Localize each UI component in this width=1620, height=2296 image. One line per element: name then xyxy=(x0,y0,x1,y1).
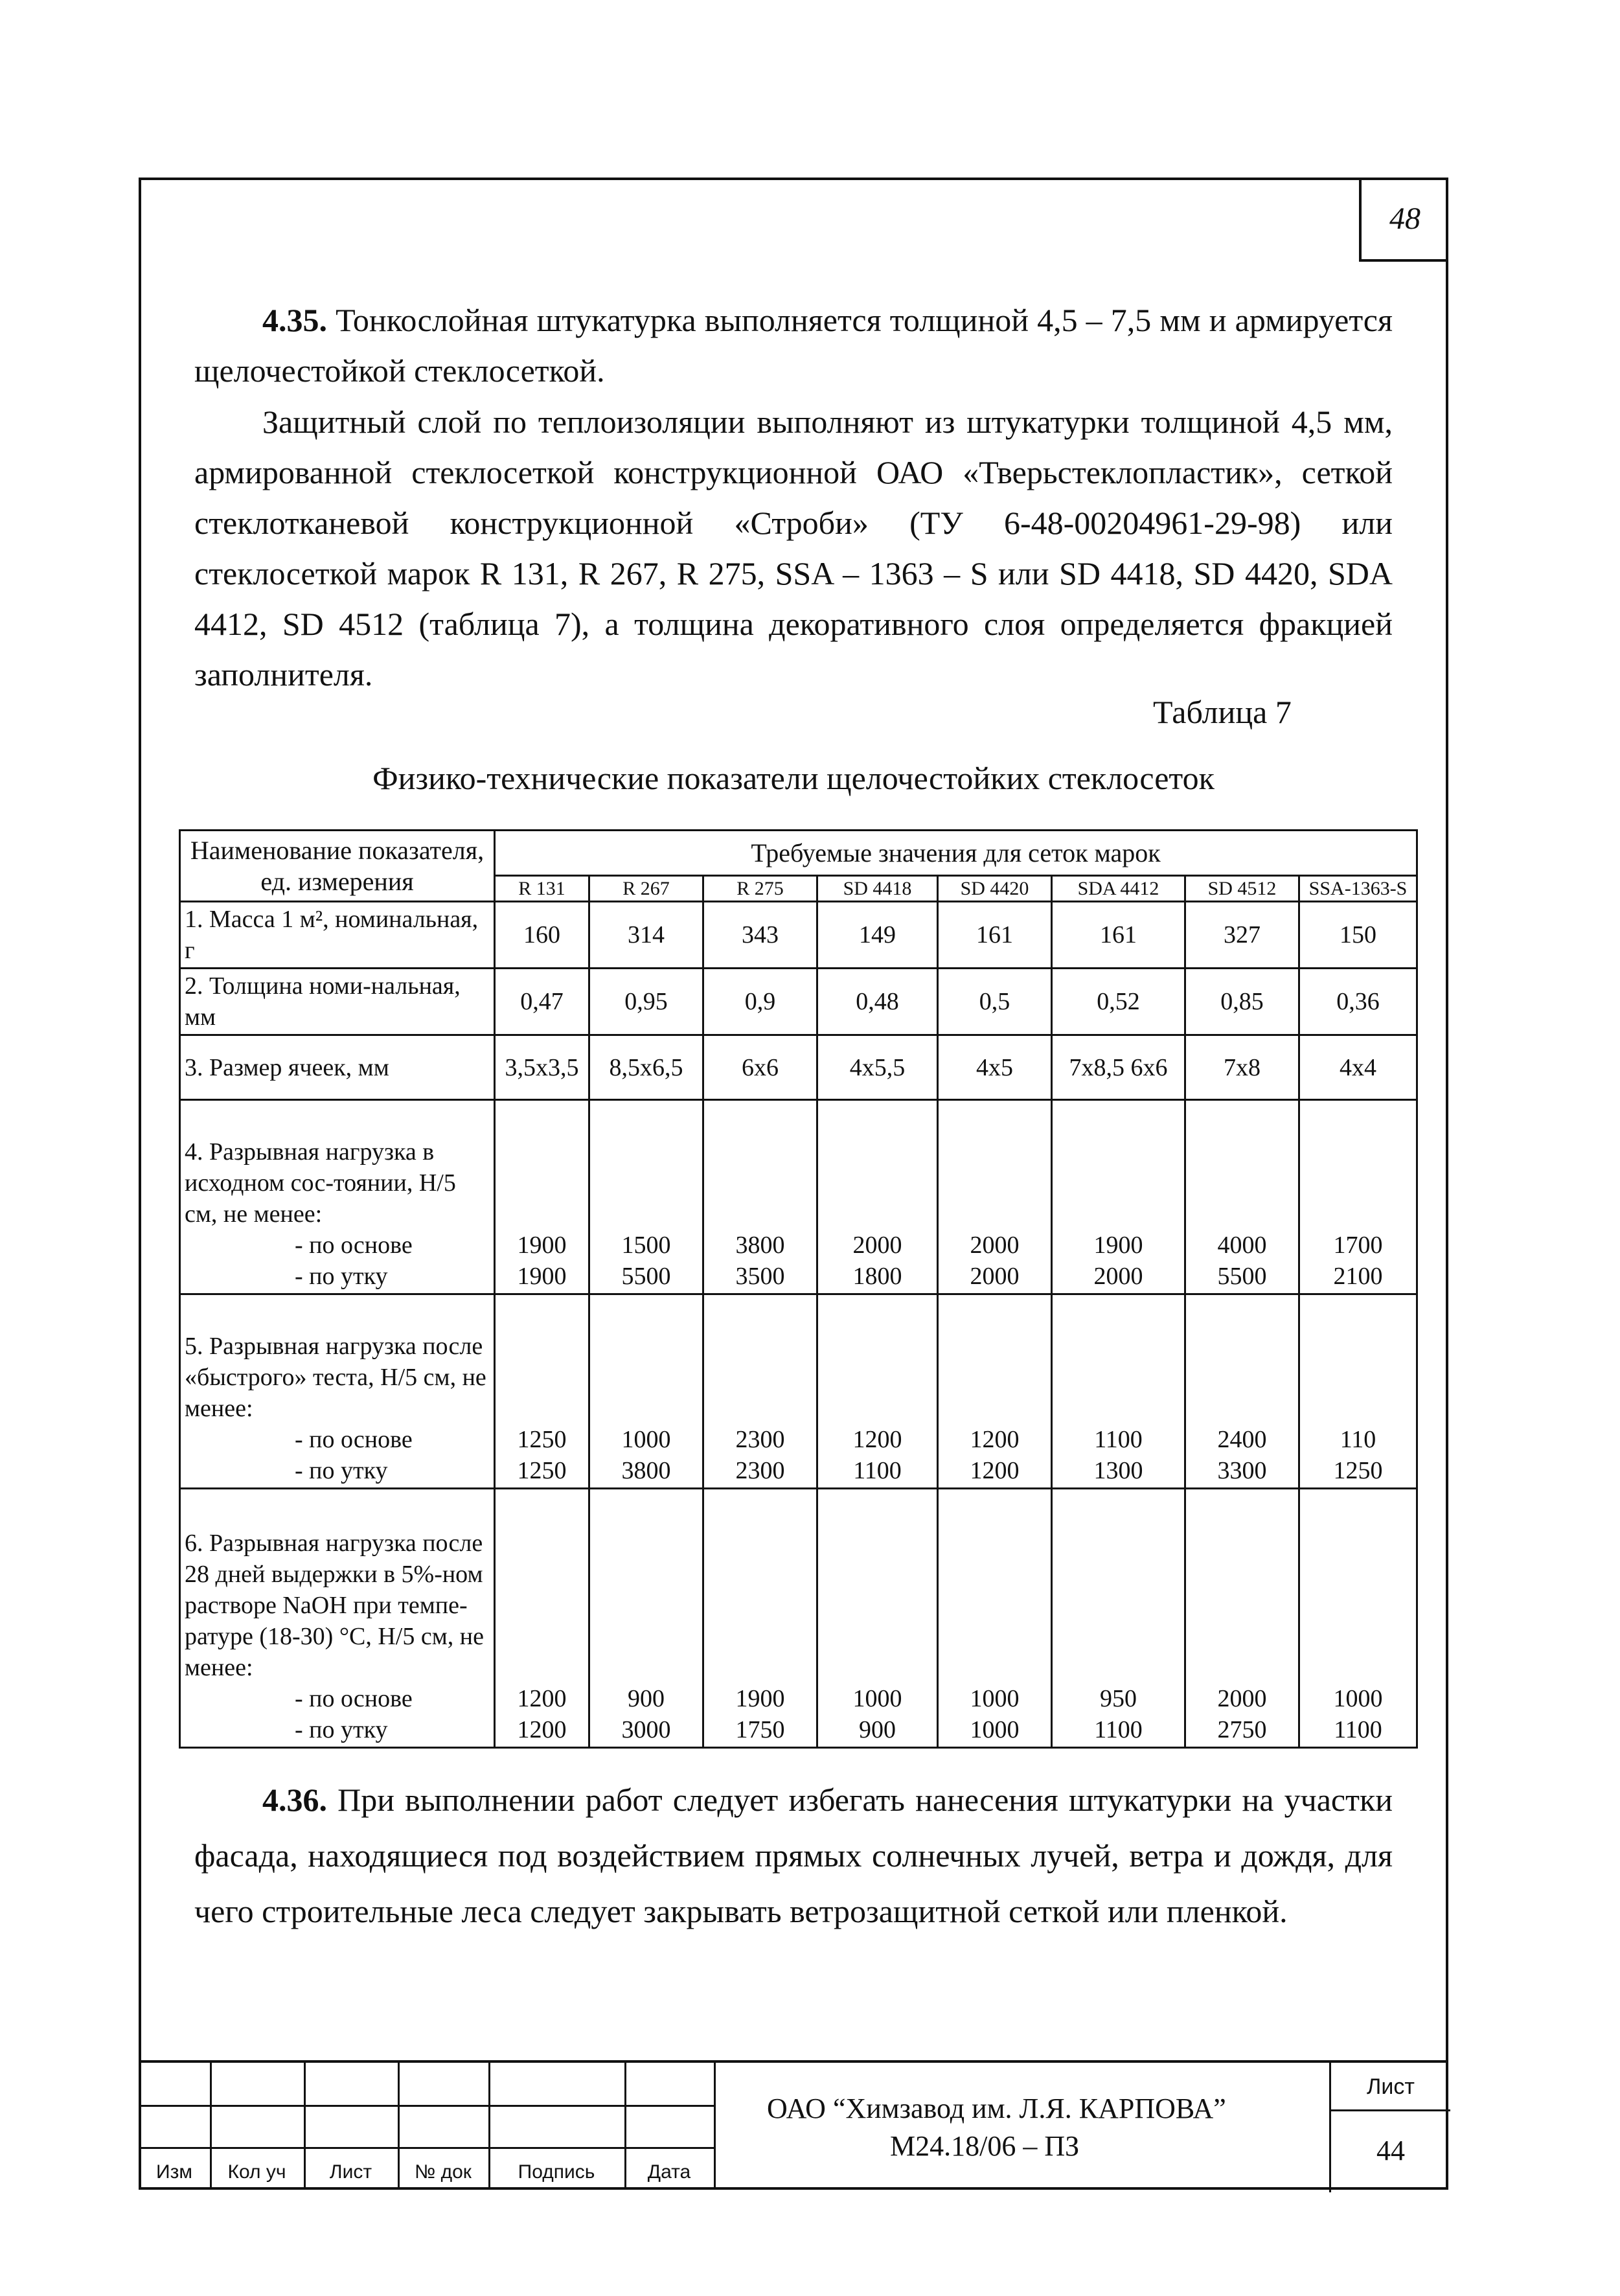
stamp-line xyxy=(714,2063,716,2190)
table-cell: 327 xyxy=(1185,902,1299,969)
header-values: Требуемые значения для сеток марок xyxy=(495,831,1417,876)
table-cell xyxy=(1052,1294,1185,1489)
sheet-separator xyxy=(1331,2109,1450,2111)
cell-value-weft: 1100 xyxy=(853,1457,902,1484)
cell-value-weft: 1200 xyxy=(970,1457,1020,1484)
row-sub-label: - по утку xyxy=(295,1263,388,1290)
document-code: М24.18/06 – ПЗ xyxy=(890,2130,1080,2162)
stamp-col-label: Лист xyxy=(329,2161,372,2183)
table-cell: 0,48 xyxy=(817,969,938,1035)
table-cell xyxy=(589,1489,703,1748)
cell-value-weft: 1200 xyxy=(517,1716,567,1743)
table-cell xyxy=(495,1294,589,1489)
row-name-text: 4. Разрывная нагрузка в исходном сос-тоянии, Н/5 см, не менее: xyxy=(185,1138,456,1228)
table-cell: 160 xyxy=(495,902,589,969)
sheet-label: Лист xyxy=(1367,2074,1415,2099)
paragraph-text: Тонкослойная штукатурка выполняется толщиной 4,5 – 7,5 мм и армируется щелочестойкой стеклосеткой. xyxy=(194,302,1393,389)
cell-value-weft: 1100 xyxy=(1094,1716,1143,1743)
brand-header: R 275 xyxy=(703,876,817,902)
cell-value-weft: 5500 xyxy=(621,1263,671,1290)
cell-value-warp: 1200 xyxy=(970,1426,1020,1453)
table-cell xyxy=(1052,1489,1185,1748)
cell-value-warp: 2000 xyxy=(1217,1685,1267,1712)
cell-value-weft: 1100 xyxy=(1334,1716,1382,1743)
table-cell xyxy=(589,1294,703,1489)
row-name xyxy=(180,1100,495,1294)
cell-value-warp: 1000 xyxy=(852,1685,902,1712)
table-cell: 4x5,5 xyxy=(817,1035,938,1100)
row-name: 1. Масса 1 м², номинальная, г xyxy=(180,902,495,969)
cell-value-warp: 1000 xyxy=(970,1685,1020,1712)
sheet-number: 44 xyxy=(1376,2135,1405,2166)
table-cell xyxy=(817,1489,938,1748)
paragraph-4-35 xyxy=(194,295,1393,396)
brand-header: SDA 4412 xyxy=(1052,876,1185,902)
table-cell: 314 xyxy=(589,902,703,969)
cell-value-weft: 1000 xyxy=(970,1716,1020,1743)
cell-value-warp: 2000 xyxy=(852,1232,902,1259)
table-cell xyxy=(1185,1100,1299,1294)
row-name: 3. Размер ячеек, мм xyxy=(180,1035,495,1100)
table-cell xyxy=(938,1489,1052,1748)
table-cell: 0,85 xyxy=(1185,969,1299,1035)
cell-value-weft: 1750 xyxy=(735,1716,785,1743)
table-caption: Таблица 7 xyxy=(1153,694,1292,730)
table-cell: 161 xyxy=(1052,902,1185,969)
table-cell: 3,5x3,5 xyxy=(495,1035,589,1100)
table-title: Физико-технические показатели щелочестойких стеклосеток xyxy=(372,760,1215,796)
row-name xyxy=(180,1294,495,1489)
cell-value-weft: 1250 xyxy=(1333,1457,1383,1484)
table-cell: 150 xyxy=(1299,902,1417,969)
cell-value-weft: 3000 xyxy=(621,1716,671,1743)
table-cell: 0,52 xyxy=(1052,969,1185,1035)
cell-value-weft: 2100 xyxy=(1333,1263,1383,1290)
cell-value-weft: 3800 xyxy=(621,1457,671,1484)
cell-value-weft: 3300 xyxy=(1217,1457,1267,1484)
row-name: 2. Толщина номи-нальная, мм xyxy=(180,969,495,1035)
table-cell xyxy=(703,1294,817,1489)
table-cell: 0,95 xyxy=(589,969,703,1035)
cell-value-warp: 1000 xyxy=(621,1426,671,1453)
table-cell: 6x6 xyxy=(703,1035,817,1100)
table-cell: 7x8,5 6x6 xyxy=(1052,1035,1185,1100)
cell-value-warp: 3800 xyxy=(735,1232,785,1259)
row-sub-label: - по утку xyxy=(295,1457,388,1484)
paragraph-number: 4.36. xyxy=(262,1782,327,1818)
table-cell xyxy=(1052,1100,1185,1294)
table-cell xyxy=(817,1294,938,1489)
row-name-text: 5. Разрывная нагрузка после «быстрого» теста, Н/5 см, не менее: xyxy=(185,1333,486,1422)
paragraph-number: 4.35. xyxy=(262,302,327,338)
brand-header: SD 4512 xyxy=(1185,876,1299,902)
table-cell xyxy=(1299,1100,1417,1294)
cell-value-warp: 950 xyxy=(1100,1685,1137,1712)
table-cell xyxy=(1299,1489,1417,1748)
table-row xyxy=(180,1294,1417,1489)
cell-value-warp: 1900 xyxy=(517,1232,567,1259)
table-cell: 4x5 xyxy=(938,1035,1052,1100)
page-number: 48 xyxy=(1359,178,1448,262)
paragraph-4-36 xyxy=(194,1772,1393,1939)
cell-value-warp: 4000 xyxy=(1217,1232,1267,1259)
stamp-col-label: Кол уч xyxy=(227,2161,286,2183)
table-cell xyxy=(495,1489,589,1748)
table-cell: 8,5x6,5 xyxy=(589,1035,703,1100)
cell-value-warp: 1900 xyxy=(735,1685,785,1712)
table-cell: 7x8 xyxy=(1185,1035,1299,1100)
stamp-col-label: Дата xyxy=(647,2161,691,2183)
table-cell xyxy=(938,1100,1052,1294)
cell-value-warp: 1100 xyxy=(1094,1426,1143,1453)
table-cell xyxy=(817,1100,938,1294)
table-cell xyxy=(1299,1294,1417,1489)
brand-header: SD 4420 xyxy=(938,876,1052,902)
cell-value-weft: 5500 xyxy=(1217,1263,1267,1290)
table-cell xyxy=(495,1100,589,1294)
cell-value-weft: 1300 xyxy=(1093,1457,1143,1484)
stamp-line xyxy=(139,2147,715,2149)
row-sub-label: - по основе xyxy=(295,1426,413,1453)
organization-name: ОАО “Химзавод им. Л.Я. КАРПОВА” xyxy=(767,2093,1226,2124)
row-sub-label: - по основе xyxy=(295,1232,413,1259)
stamp-line xyxy=(139,2105,715,2107)
cell-value-warp: 1700 xyxy=(1333,1232,1383,1259)
cell-value-warp: 1200 xyxy=(517,1685,567,1712)
brand-header: R 131 xyxy=(495,876,589,902)
cell-value-warp: 2000 xyxy=(970,1232,1020,1259)
table-cell: 0,36 xyxy=(1299,969,1417,1035)
table-cell: 0,5 xyxy=(938,969,1052,1035)
cell-value-warp: 110 xyxy=(1340,1426,1376,1453)
cell-value-warp: 2300 xyxy=(735,1426,785,1453)
row-name xyxy=(180,1489,495,1748)
cell-value-weft: 2300 xyxy=(735,1457,785,1484)
stamp-col-label: Изм xyxy=(156,2161,192,2183)
cell-value-warp: 2400 xyxy=(1217,1426,1267,1453)
table-cell: 0,47 xyxy=(495,969,589,1035)
cell-value-warp: 1000 xyxy=(1333,1685,1383,1712)
stamp-col-label: Подпись xyxy=(518,2161,595,2183)
table-row xyxy=(180,902,1417,969)
cell-value-warp: 1200 xyxy=(852,1426,902,1453)
sheet-box xyxy=(1329,2063,1450,2192)
header-name: Наименование показателя, ед. измерения xyxy=(180,831,495,902)
table-cell: 0,9 xyxy=(703,969,817,1035)
cell-value-weft: 3500 xyxy=(735,1263,785,1290)
cell-value-weft: 1250 xyxy=(517,1457,567,1484)
table-cell xyxy=(938,1294,1052,1489)
paragraph-protective-layer: Защитный слой по теплоизоляции выполняют из штукатурки толщиной 4,5 мм, армированной стеклосеткой конструкционной ОАО «Тверьстеклопластик», сеткой стеклотканевой конструкционной «Строби» (ТУ 6-48-00204961-29-98) или стеклосеткой марок R 131, R 267, R 275, SSA – 1363 – S или SD 4418, SD 4420, SDA 4412, SD 4512 (таблица 7), а толщина декоративного слоя определяется фракцией заполнителя. xyxy=(194,404,1393,693)
cell-value-warp: 900 xyxy=(628,1685,665,1712)
row-sub-label: - по основе xyxy=(295,1685,413,1712)
spec-table xyxy=(179,829,1418,1749)
table-cell xyxy=(1185,1489,1299,1748)
table-row xyxy=(180,1035,1417,1100)
table-cell: 161 xyxy=(938,902,1052,969)
table-cell xyxy=(1185,1294,1299,1489)
row-name-text: 6. Разрывная нагрузка после 28 дней выдержки в 5%-ном растворе NaOH при темпе-ратуре (18-30) °С, Н/5 см, не менее: xyxy=(185,1530,484,1681)
cell-value-weft: 1800 xyxy=(852,1263,902,1290)
table-cell xyxy=(703,1100,817,1294)
table-cell: 343 xyxy=(703,902,817,969)
table-row xyxy=(180,969,1417,1035)
stamp-col-label: № док xyxy=(415,2161,472,2183)
cell-value-weft: 1900 xyxy=(517,1263,567,1290)
table-cell: 4x4 xyxy=(1299,1035,1417,1100)
cell-value-weft: 2000 xyxy=(970,1263,1020,1290)
table-cell: 149 xyxy=(817,902,938,969)
table-cell xyxy=(703,1489,817,1748)
title-block xyxy=(139,2060,1448,2190)
cell-value-warp: 1900 xyxy=(1093,1232,1143,1259)
cell-value-weft: 2000 xyxy=(1093,1263,1143,1290)
cell-value-weft: 2750 xyxy=(1217,1716,1267,1743)
row-sub-label: - по утку xyxy=(295,1716,388,1743)
cell-value-warp: 1500 xyxy=(621,1232,671,1259)
brand-header: SD 4418 xyxy=(817,876,938,902)
brand-header: R 267 xyxy=(589,876,703,902)
brand-header: SSA-1363-S xyxy=(1299,876,1417,902)
cell-value-warp: 1250 xyxy=(517,1426,567,1453)
paragraph-text: При выполнении работ следует избегать нанесения штукатурки на участки фасада, находящиеся под воздействием прямых солнечных лучей, ветра и дождя, для чего строительные леса следует закрывать ветрозащитной сеткой или пленкой. xyxy=(194,1782,1393,1929)
table-cell xyxy=(589,1100,703,1294)
cell-value-weft: 900 xyxy=(859,1716,896,1743)
table-row xyxy=(180,1100,1417,1294)
table-row xyxy=(180,1489,1417,1748)
